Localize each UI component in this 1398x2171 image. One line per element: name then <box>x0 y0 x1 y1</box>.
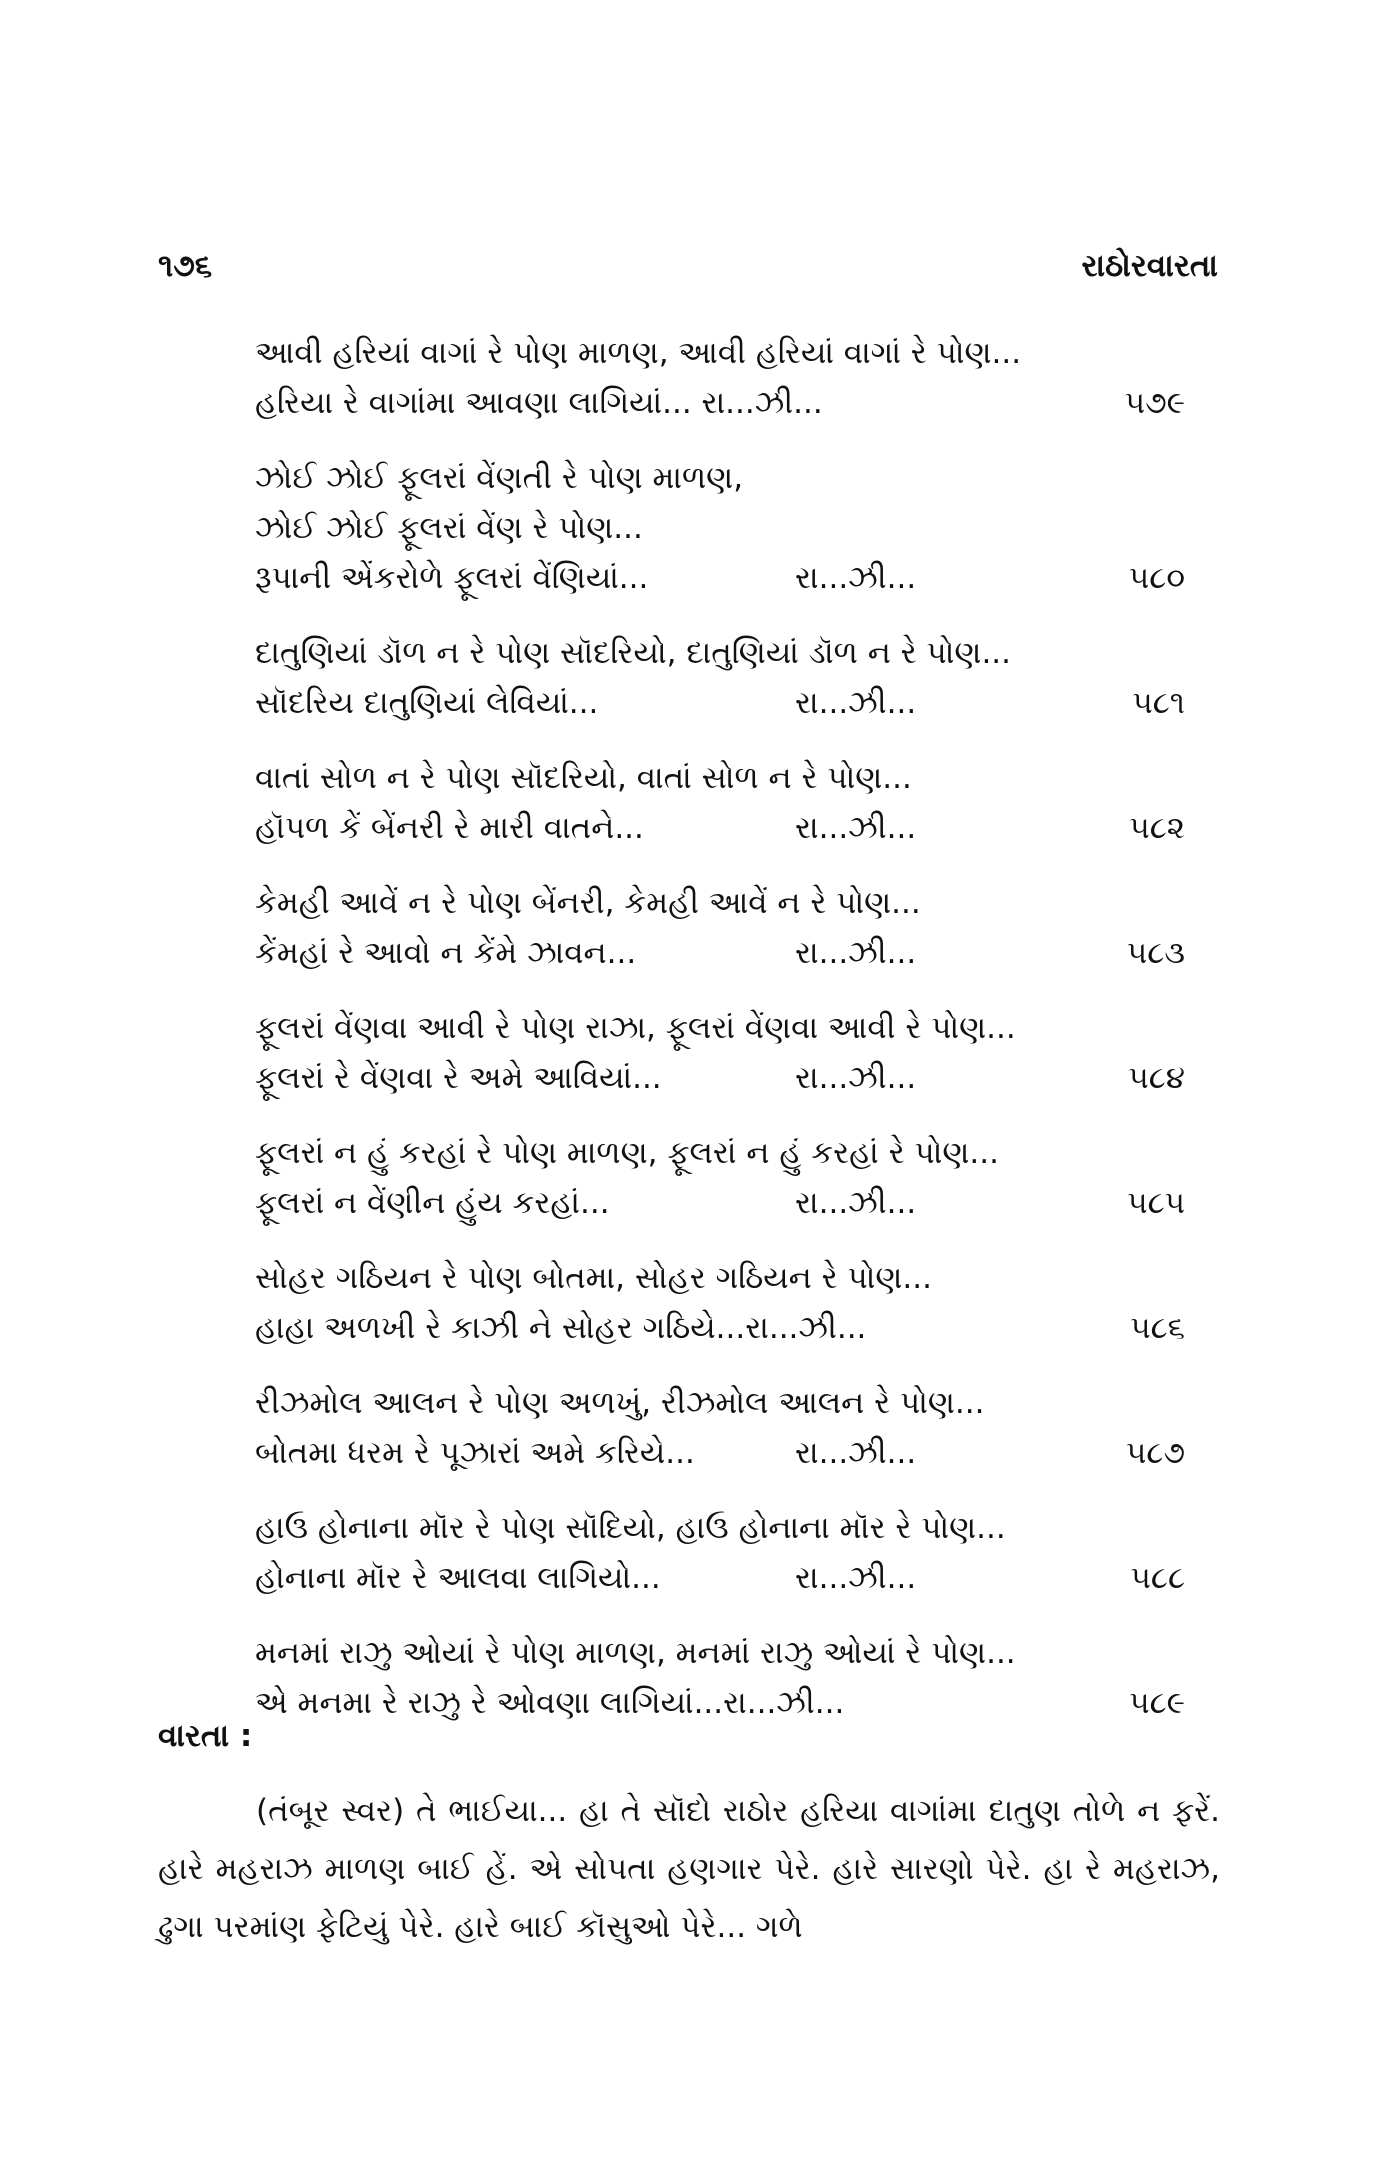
verse-text: રૂપાની એંકરોળે ફૂલરાં વેંણિયાં... <box>255 560 649 596</box>
verse-number: ૫૮૨ <box>1129 810 1185 846</box>
verse-line <box>255 803 1185 853</box>
verse-number: ૫૮૬ <box>1130 1310 1185 1346</box>
verse-refrain: રા...ઝી... <box>795 560 917 596</box>
verse-line <box>255 1503 1185 1553</box>
verse-line <box>255 1253 1185 1303</box>
verse-refrain: રા...ઝી... <box>795 935 917 971</box>
verse-line <box>255 328 1185 378</box>
verse-line <box>255 453 1185 503</box>
verse-stanza <box>255 328 1185 428</box>
page-number: ૧૭૬ <box>158 248 213 284</box>
section-label: વારતા : <box>158 1718 253 1754</box>
verse-text: બોતમા ધરમ રે પૂઝારાં અમે કરિયે... <box>255 1435 695 1471</box>
verse-text: સોહર ગઠિયન રે પોણ બોતમા, સોહર ગઠિયન રે પોણ... <box>255 1260 932 1296</box>
verse-line <box>255 1378 1185 1428</box>
verse-stanza <box>255 1253 1185 1353</box>
verse-line <box>255 1053 1185 1103</box>
verse-refrain: રા...ઝી... <box>795 1060 917 1096</box>
verse-text: ફૂલરાં ન વેંણીન હુંય કરહાં... <box>255 1185 610 1221</box>
verse-text: વાતાં સોળ ન રે પોણ સૉદરિયો, વાતાં સોળ ન રે પોણ... <box>255 760 912 796</box>
verse-stanza <box>255 753 1185 853</box>
verse-line <box>255 1553 1185 1603</box>
verse-text: ઝોઈ ઝોઈ ફૂલરાં વેંણ રે પોણ... <box>255 510 643 546</box>
running-head: રાઠોરવારતા <box>1081 248 1218 284</box>
verse-text: કેમહી આવેં ન રે પોણ બેંનરી, કેમહી આવેં ન રે પોણ... <box>255 885 921 921</box>
verse-stanza <box>255 1628 1185 1728</box>
verse-number: ૫૭૯ <box>1124 385 1185 421</box>
verse-number: ૫૮૯ <box>1129 1685 1185 1721</box>
verse-stanza <box>255 1503 1185 1603</box>
verse-line <box>255 1128 1185 1178</box>
verse-text: હરિયા રે વાગાંમા આવણા લાગિયાં... રા...ઝી... <box>255 385 823 421</box>
verse-line <box>255 1628 1185 1678</box>
verse-text: એ મનમા રે રાઝુ રે ઓવણા લાગિયાં...રા...ઝી... <box>255 1685 845 1721</box>
verse-line <box>255 928 1185 978</box>
verse-line <box>255 753 1185 803</box>
verse-stanza <box>255 453 1185 603</box>
verse-text: હાઉ હોનાના મૉર રે પોણ સૉદિયો, હાઉ હોનાના મૉર રે પોણ... <box>255 1510 1006 1546</box>
verse-stanza <box>255 1378 1185 1478</box>
verse-stanza <box>255 1003 1185 1103</box>
verse-text: ફૂલરાં વેંણવા આવી રે પોણ રાઝા, ફૂલરાં વેંણવા આવી રે પોણ... <box>255 1010 1016 1046</box>
verse-text: કેંમહાં રે આવો ન કેંમે ઝાવન... <box>255 935 637 971</box>
verse-text: ફૂલરાં રે વેંણવા રે અમે આવિયાં... <box>255 1060 662 1096</box>
verse-stanza <box>255 628 1185 728</box>
verse-line <box>255 1178 1185 1228</box>
verse-text: હાહા અળખી રે કાઝી ને સોહર ગઠિયે...રા...ઝી... <box>255 1310 867 1346</box>
verse-text: ઝોઈ ઝોઈ ફૂલરાં વેંણતી રે પોણ માળણ, <box>255 460 744 496</box>
verse-line <box>255 503 1185 553</box>
verse-line <box>255 1303 1185 1353</box>
verse-line <box>255 553 1185 603</box>
prose-paragraph: (તંબૂર સ્વર) તે ભાઈયા... હા તે સૉદો રાઠોર હરિયા વાગાંમા દાતુણ તોળે ન ફરેં. હારે મહરાઝ માળણ બાઈ હેં. એ સોપતા હણગાર પેરે. હારે સારણો પેરે. હા રે મહરાઝ, ઢુગા પરમાંણ ફેટિયું પેરે. હારે બાઈ કૉસુઓ પેરે... ગળે <box>158 1793 1220 1945</box>
verse-text: રીઝમોલ આલન રે પોણ અળખું, રીઝમોલ આલન રે પોણ... <box>255 1385 985 1421</box>
page-header <box>158 248 1218 298</box>
verse-text: ફૂલરાં ન હું કરહાં રે પોણ માળણ, ફૂલરાં ન હું કરહાં રે પોણ... <box>255 1135 999 1171</box>
verse-text: આવી હરિયાં વાગાં રે પોણ માળણ, આવી હરિયાં વાગાં રે પોણ... <box>255 335 1022 371</box>
verse-line <box>255 878 1185 928</box>
verse-number: ૫૮૩ <box>1126 935 1185 971</box>
verse-refrain: રા...ઝી... <box>795 1435 917 1471</box>
verse-line <box>255 1678 1185 1728</box>
verse-number: ૫૮૭ <box>1126 1435 1185 1471</box>
verse-number: ૫૮૦ <box>1128 560 1185 596</box>
verse-number: ૫૮૮ <box>1130 1560 1185 1596</box>
verse-text: દાતુણિયાં ડૉળ ન રે પોણ સૉદરિયો, દાતુણિયાં ડૉળ ન રે પોણ... <box>255 635 1012 671</box>
verse-text: હોનાના મૉર રે આલવા લાગિયો... <box>255 1560 661 1596</box>
verse-line <box>255 1428 1185 1478</box>
verse-block <box>255 328 1185 1753</box>
verse-refrain: રા...ઝી... <box>795 685 917 721</box>
verse-refrain: રા...ઝી... <box>795 810 917 846</box>
verse-line <box>255 378 1185 428</box>
verse-number: ૫૮૧ <box>1132 685 1185 721</box>
verse-number: ૫૮૪ <box>1128 1060 1185 1096</box>
verse-refrain: રા...ઝી... <box>795 1185 917 1221</box>
verse-stanza <box>255 878 1185 978</box>
verse-number: ૫૮૫ <box>1127 1185 1185 1221</box>
verse-refrain: રા...ઝી... <box>795 1560 917 1596</box>
verse-line <box>255 628 1185 678</box>
verse-stanza <box>255 1128 1185 1228</box>
verse-text: સૉદરિય દાતુણિયાં લેવિયાં... <box>255 685 599 721</box>
verse-text: મનમાં રાઝુ ઓયાં રે પોણ માળણ, મનમાં રાઝુ ઓયાં રે પોણ... <box>255 1635 1016 1671</box>
verse-line <box>255 1003 1185 1053</box>
verse-text: હૉપળ કેં બેંનરી રે મારી વાતને... <box>255 810 644 846</box>
verse-line <box>255 678 1185 728</box>
